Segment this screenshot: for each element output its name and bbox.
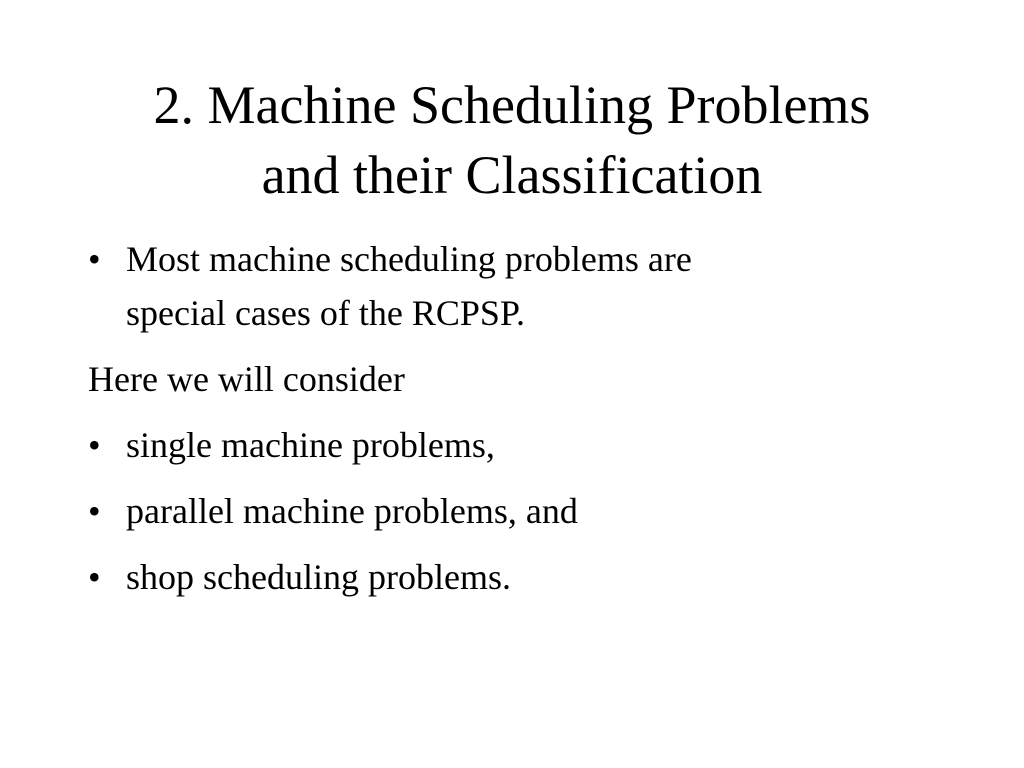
slide-body [88,232,968,616]
bullet-item-intro [88,232,968,340]
bullet-icon: • [88,425,101,465]
bullet-text: shop scheduling problems. [126,557,511,597]
bullet-item-single-machine [88,418,968,472]
bullet-item-parallel-machine [88,484,968,538]
bullet-text: parallel machine problems, and [126,491,578,531]
slide-title-line-2: and their Classification [261,145,763,205]
bullet-item-shop-scheduling [88,550,968,604]
slide-title-line-1: 2. Machine Scheduling Problems [153,75,871,135]
bullet-icon: • [88,557,101,597]
plain-paragraph: Here we will consider [88,359,405,399]
bullet-text: single machine problems, [126,425,495,465]
bullet-icon: • [88,239,101,279]
bullet-icon: • [88,491,101,531]
bullet-text-line-1: Most machine scheduling problems are [126,239,692,279]
bullet-text-line-2: special cases of the RCPSP. [126,293,525,333]
slide-title [60,70,964,210]
